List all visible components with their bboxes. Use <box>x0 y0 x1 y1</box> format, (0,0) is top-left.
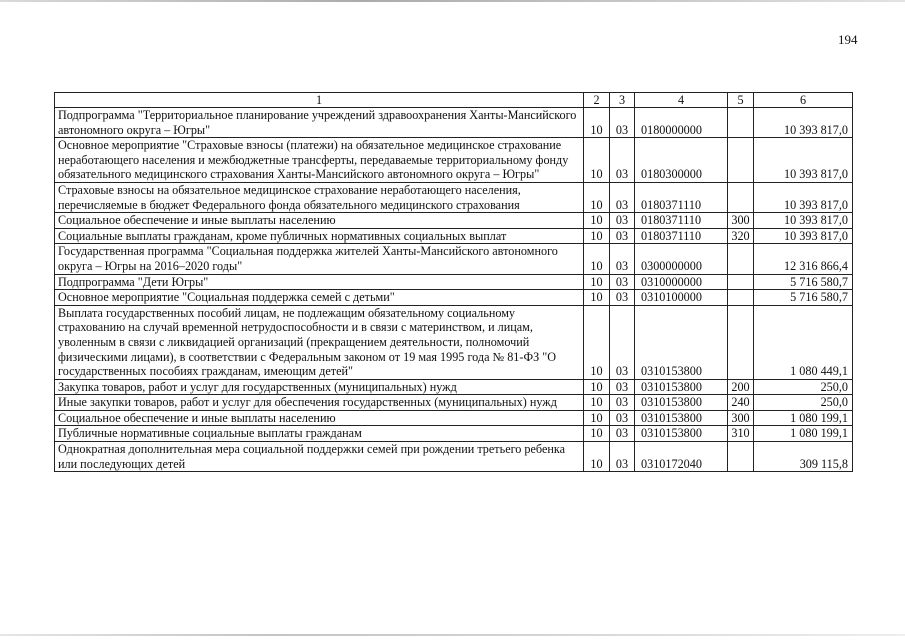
row-subsection-cell: 03 <box>610 442 635 472</box>
row-subsection-cell: 03 <box>610 244 635 274</box>
header-col-1: 1 <box>55 93 584 108</box>
row-target-code-cell: 0180371110 <box>635 228 728 244</box>
row-name-cell: Основное мероприятие "Страховые взносы (платежи) на обязательное медицинское страхование неработающего населения и межбюджетные трансферты, передаваемые территориальному фонду обязательного медицинского страхования Ханты-Мансийского автономного округа – Югры" <box>55 138 584 183</box>
row-subsection-cell: 03 <box>610 274 635 290</box>
row-name-cell: Публичные нормативные социальные выплаты гражданам <box>55 426 584 442</box>
row-expense-type-cell <box>728 244 754 274</box>
row-expense-type-cell <box>728 290 754 306</box>
row-target-code-cell: 0180000000 <box>635 108 728 138</box>
row-name-cell: Подпрограмма "Дети Югры" <box>55 274 584 290</box>
scan-edge-bottom <box>0 634 905 636</box>
row-section-cell: 10 <box>584 108 610 138</box>
row-target-code-cell: 0310153800 <box>635 426 728 442</box>
row-target-code-cell: 0180371110 <box>635 182 728 212</box>
row-expense-type-cell <box>728 305 754 379</box>
row-expense-type-cell: 300 <box>728 410 754 426</box>
header-col-6: 6 <box>754 93 853 108</box>
row-subsection-cell: 03 <box>610 395 635 411</box>
row-subsection-cell: 03 <box>610 426 635 442</box>
row-section-cell: 10 <box>584 182 610 212</box>
row-subsection-cell: 03 <box>610 213 635 229</box>
row-target-code-cell: 0310153800 <box>635 410 728 426</box>
table-row <box>55 182 853 212</box>
row-amount-cell: 309 115,8 <box>754 442 853 472</box>
row-subsection-cell: 03 <box>610 108 635 138</box>
row-name-cell: Выплата государственных пособий лицам, не подлежащим обязательному социальному страхованию на случай временной нетрудоспособности и в связи с материнством, и лицам, уволенным в связи с ликвидацией организаций (прекращением деятельности, полномочий физическими лицами), в соответствии с Федеральным законом от 19 мая 1995 года № 81-ФЗ "О государственных пособиях гражданам, имеющим детей" <box>55 305 584 379</box>
row-section-cell: 10 <box>584 213 610 229</box>
row-amount-cell: 10 393 817,0 <box>754 138 853 183</box>
scan-edge-top <box>0 0 905 2</box>
row-name-cell: Закупка товаров, работ и услуг для государственных (муниципальных) нужд <box>55 379 584 395</box>
row-section-cell: 10 <box>584 305 610 379</box>
row-expense-type-cell <box>728 442 754 472</box>
row-name-cell: Социальное обеспечение и иные выплаты населению <box>55 410 584 426</box>
row-amount-cell: 5 716 580,7 <box>754 274 853 290</box>
budget-table <box>54 92 853 472</box>
row-name-cell: Страховые взносы на обязательное медицинское страхование неработающего населения, перечисляемые в бюджет Федерального фонда обязательного медицинского страхования <box>55 182 584 212</box>
table-row <box>55 410 853 426</box>
table-row <box>55 395 853 411</box>
row-target-code-cell: 0310000000 <box>635 274 728 290</box>
row-name-cell: Подпрограмма "Территориальное планирование учреждений здравоохранения Ханты-Мансийского автономного округа – Югры" <box>55 108 584 138</box>
row-section-cell: 10 <box>584 228 610 244</box>
row-section-cell: 10 <box>584 244 610 274</box>
row-name-cell: Государственная программа "Социальная поддержка жителей Ханты-Мансийского автономного округа – Югры на 2016–2020 годы" <box>55 244 584 274</box>
row-amount-cell: 5 716 580,7 <box>754 290 853 306</box>
table-row <box>55 305 853 379</box>
row-subsection-cell: 03 <box>610 305 635 379</box>
table-row <box>55 426 853 442</box>
page-number: 194 <box>838 32 858 47</box>
row-amount-cell: 10 393 817,0 <box>754 228 853 244</box>
header-col-3: 3 <box>610 93 635 108</box>
row-section-cell: 10 <box>584 442 610 472</box>
row-target-code-cell: 0300000000 <box>635 244 728 274</box>
row-section-cell: 10 <box>584 138 610 183</box>
row-expense-type-cell <box>728 274 754 290</box>
table-header-row <box>55 93 853 108</box>
header-col-5: 5 <box>728 93 754 108</box>
table-row <box>55 138 853 183</box>
row-amount-cell: 1 080 199,1 <box>754 410 853 426</box>
row-amount-cell: 10 393 817,0 <box>754 213 853 229</box>
row-name-cell: Социальные выплаты гражданам, кроме публичных нормативных социальных выплат <box>55 228 584 244</box>
row-expense-type-cell: 320 <box>728 228 754 244</box>
row-expense-type-cell: 300 <box>728 213 754 229</box>
row-target-code-cell: 0310172040 <box>635 442 728 472</box>
row-amount-cell: 250,0 <box>754 379 853 395</box>
row-expense-type-cell <box>728 182 754 212</box>
table-row <box>55 442 853 472</box>
row-name-cell: Социальное обеспечение и иные выплаты населению <box>55 213 584 229</box>
row-target-code-cell: 0310153800 <box>635 395 728 411</box>
row-subsection-cell: 03 <box>610 379 635 395</box>
row-section-cell: 10 <box>584 379 610 395</box>
row-expense-type-cell: 240 <box>728 395 754 411</box>
row-amount-cell: 1 080 199,1 <box>754 426 853 442</box>
table-row <box>55 379 853 395</box>
row-section-cell: 10 <box>584 395 610 411</box>
row-target-code-cell: 0310153800 <box>635 305 728 379</box>
table-row <box>55 290 853 306</box>
row-subsection-cell: 03 <box>610 182 635 212</box>
row-amount-cell: 250,0 <box>754 395 853 411</box>
row-section-cell: 10 <box>584 274 610 290</box>
row-subsection-cell: 03 <box>610 410 635 426</box>
row-section-cell: 10 <box>584 410 610 426</box>
row-name-cell: Иные закупки товаров, работ и услуг для обеспечения государственных (муниципальных) нужд <box>55 395 584 411</box>
row-target-code-cell: 0180371110 <box>635 213 728 229</box>
row-amount-cell: 1 080 449,1 <box>754 305 853 379</box>
row-amount-cell: 10 393 817,0 <box>754 108 853 138</box>
row-subsection-cell: 03 <box>610 228 635 244</box>
row-expense-type-cell: 310 <box>728 426 754 442</box>
table-body <box>55 93 853 472</box>
row-amount-cell: 10 393 817,0 <box>754 182 853 212</box>
row-target-code-cell: 0180300000 <box>635 138 728 183</box>
table-row <box>55 108 853 138</box>
row-subsection-cell: 03 <box>610 138 635 183</box>
table-row <box>55 213 853 229</box>
row-section-cell: 10 <box>584 290 610 306</box>
row-name-cell: Однократная дополнительная мера социальной поддержки семей при рождении третьего ребенка или последующих детей <box>55 442 584 472</box>
row-target-code-cell: 0310100000 <box>635 290 728 306</box>
table-row <box>55 228 853 244</box>
header-col-4: 4 <box>635 93 728 108</box>
row-expense-type-cell <box>728 108 754 138</box>
row-name-cell: Основное мероприятие "Социальная поддержка семей с детьми" <box>55 290 584 306</box>
header-col-2: 2 <box>584 93 610 108</box>
row-expense-type-cell: 200 <box>728 379 754 395</box>
table-row <box>55 274 853 290</box>
row-subsection-cell: 03 <box>610 290 635 306</box>
row-expense-type-cell <box>728 138 754 183</box>
table-row <box>55 244 853 274</box>
row-amount-cell: 12 316 866,4 <box>754 244 853 274</box>
row-target-code-cell: 0310153800 <box>635 379 728 395</box>
row-section-cell: 10 <box>584 426 610 442</box>
